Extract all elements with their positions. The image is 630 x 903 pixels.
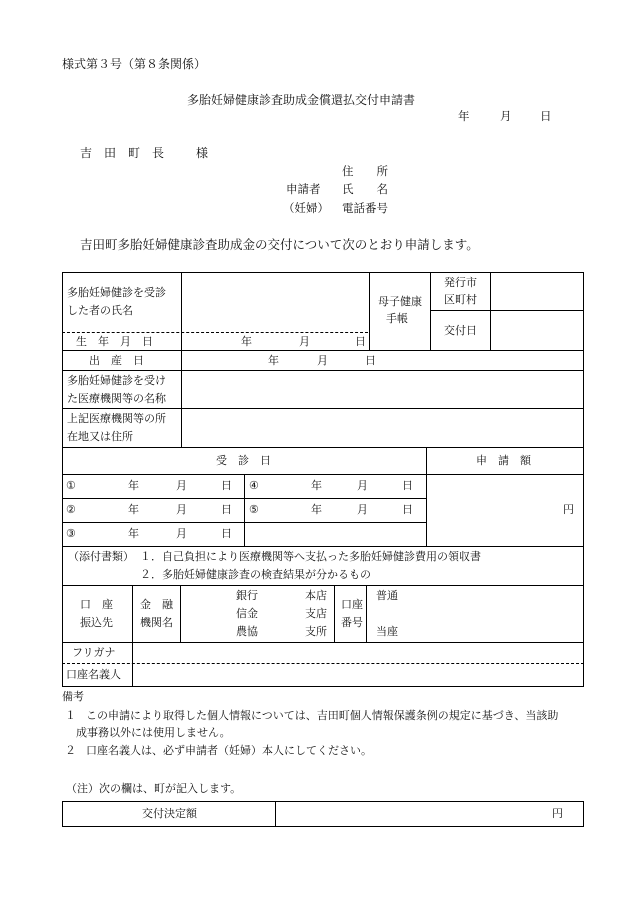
birth-year: 年 (241, 335, 252, 348)
account-label-2: 振込先 (80, 616, 113, 629)
issuer-label-1: 発行市 (444, 276, 477, 289)
branch-type-branch: 支店 (305, 607, 327, 620)
visit-2-day: 日 (221, 503, 232, 516)
attachments-label: （添付書類） (68, 550, 134, 563)
account-type-current: 当座 (376, 625, 398, 638)
delivery-day: 日 (365, 354, 376, 367)
visit-5-month: 月 (357, 503, 368, 516)
applicant-label: 申請者 (286, 182, 321, 196)
bank-type-shinkin: 信金 (236, 607, 258, 620)
mch-handbook-label-1: 母子健康 (378, 295, 422, 308)
institution-label-1: 金 融 (140, 598, 173, 611)
issuer-label-2: 区町村 (444, 293, 477, 306)
visit-1-year: 年 (128, 479, 139, 492)
amount-header: 申 請 額 (476, 454, 531, 467)
account-number-label-2: 番号 (341, 616, 363, 629)
visit-num-3: ③ (66, 527, 76, 540)
note-2-line-1: 口座名義人は、必ず申請者（妊婦）本人にしてください。 (86, 744, 372, 757)
visit-5-year: 年 (311, 503, 322, 516)
visit-4-day: 日 (402, 479, 413, 492)
applicant-name-label: 氏 名 (342, 182, 388, 196)
bank-type-bank: 銀行 (236, 589, 258, 602)
visit-3-day: 日 (221, 527, 232, 540)
examinee-name-label-1: 多胎妊婦健診を受診 (67, 286, 166, 299)
attachment-2: ２．多胎妊婦健康診査の検査結果が分かるもの (140, 568, 371, 581)
decision-amount-yen: 円 (552, 807, 563, 820)
visit-4-year: 年 (311, 479, 322, 492)
applicant-sub-label: （妊婦） (283, 201, 329, 215)
location-label-1: 上記医療機関等の所 (67, 412, 166, 425)
account-holder-label: 口座名義人 (66, 668, 121, 681)
account-label-1: 口 座 (80, 598, 113, 611)
visit-2-month: 月 (176, 503, 187, 516)
branch-type-main: 本店 (305, 589, 327, 602)
visit-1-day: 日 (221, 479, 232, 492)
visit-dates-header: 受 診 日 (216, 454, 271, 467)
visit-2-year: 年 (128, 503, 139, 516)
facility-label-1: 多胎妊婦健診を受け (67, 374, 166, 387)
visit-num-2: ② (66, 503, 76, 516)
location-label-2: 在地又は住所 (67, 430, 133, 443)
visit-1-month: 月 (176, 479, 187, 492)
office-use-note: （注）次の欄は、町が記入します。 (66, 782, 242, 795)
date-day: 日 (540, 109, 552, 123)
birth-day: 日 (355, 335, 366, 348)
intro-text: 吉田町多胎妊婦健康診査助成金の交付について次のとおり申請します。 (80, 237, 479, 252)
bank-type-nokyo: 農協 (236, 625, 258, 638)
birth-month: 月 (299, 335, 310, 348)
account-number-label-1: 口座 (341, 598, 363, 611)
visit-4-month: 月 (357, 479, 368, 492)
date-month: 月 (500, 109, 512, 123)
note-2-number: ２ (65, 744, 76, 757)
visit-5-day: 日 (402, 503, 413, 516)
visit-num-5: ⑤ (249, 503, 259, 516)
furigana-label: フリガナ (72, 646, 116, 659)
applicant-phone-label: 電話番号 (342, 201, 388, 215)
form-title: 多胎妊婦健康診査助成金償還払交付申請書 (187, 93, 416, 107)
visit-3-year: 年 (128, 527, 139, 540)
addressee-town: 吉 田 町 長 (80, 146, 165, 160)
branch-type-office: 支所 (305, 625, 327, 638)
delivery-month: 月 (317, 354, 328, 367)
mch-handbook-label-2: 手帳 (386, 312, 408, 325)
note-1-line-2: 成事務以外には使用しません。 (76, 726, 231, 739)
applicant-address-label: 住 所 (342, 164, 388, 178)
account-type-ordinary: 普通 (376, 589, 398, 602)
visit-3-month: 月 (176, 527, 187, 540)
note-1-number: １ (65, 709, 76, 722)
date-year: 年 (458, 109, 470, 123)
examinee-name-label-2: した者の氏名 (67, 304, 133, 317)
amount-yen: 円 (563, 503, 574, 516)
facility-label-2: た医療機関等の名称 (67, 392, 166, 405)
delivery-year: 年 (268, 354, 279, 367)
decision-amount-label: 交付決定額 (142, 807, 197, 820)
delivery-date-label: 出 産 日 (89, 354, 144, 367)
visit-num-4: ④ (249, 479, 259, 492)
addressee-honorific: 様 (196, 146, 209, 160)
birth-date-label: 生 年 月 日 (76, 335, 153, 348)
note-1-line-1: この申請により取得した個人情報については、吉田町個人情報保護条例の規定に基づき、当該助 (86, 709, 559, 722)
notes-heading: 備考 (62, 690, 84, 703)
institution-label-2: 機関名 (140, 616, 173, 629)
issue-date-label: 交付日 (444, 324, 477, 337)
form-id: 様式第３号（第８条関係） (62, 57, 207, 71)
attachment-1: １．自己負担により医療機関等へ支払った多胎妊婦健診費用の領収書 (140, 550, 481, 563)
visit-num-1: ① (66, 479, 76, 492)
